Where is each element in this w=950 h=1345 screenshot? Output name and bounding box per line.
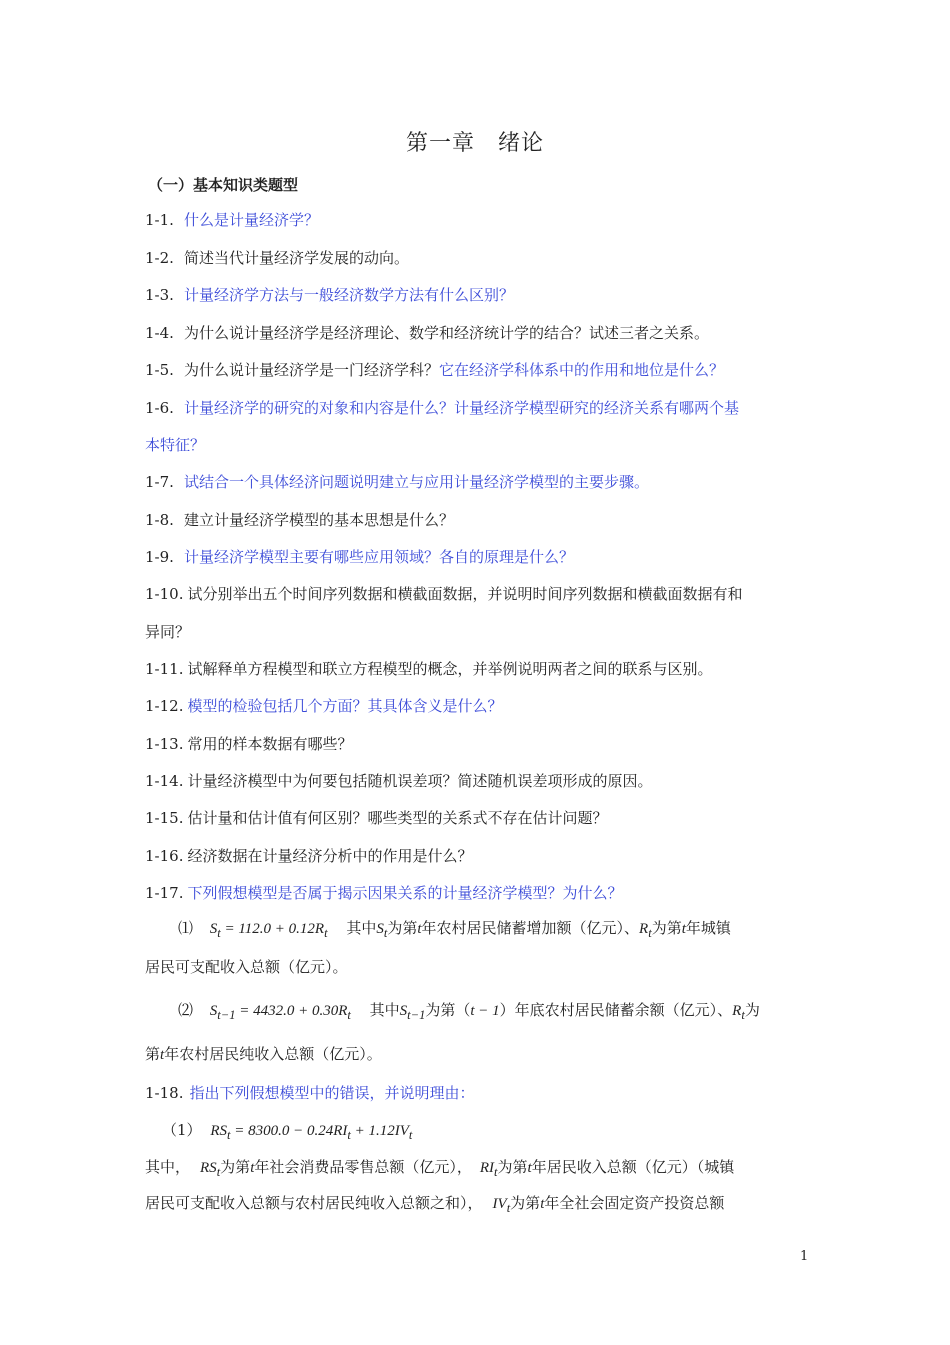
question-text: 异同？: [145, 623, 191, 641]
question-line: [145, 584, 742, 604]
model-eq-2-cont: 第t年农村居民纯收入总额（亿元）。: [145, 1045, 382, 1063]
question-number: 1-17.: [145, 884, 184, 902]
question-number: 1-8.: [145, 511, 174, 529]
question-number: 1-15.: [145, 809, 184, 827]
question-text: 为什么说计量经济学是经济理论、数学和经济统计学的结合？试述三者之关系。: [183, 324, 709, 342]
chapter-title: 第一章 绪论: [405, 131, 544, 156]
question-line: [145, 659, 712, 679]
question-number: 1-6.: [145, 399, 174, 417]
question-text: 建立计量经济学模型的基本思想是什么？: [183, 511, 454, 529]
question-line: [145, 734, 352, 754]
question-text-highlight: 计量经济学方法与一般经济数学方法有什么区别？: [183, 286, 514, 304]
question-text-highlight: 模型的检验包括几个方面？其具体含义是什么？: [187, 697, 503, 715]
question-number: 1-10.: [145, 585, 184, 603]
eq-formula: $S_t = 112.0 + 0.12R_t$: [209, 921, 328, 940]
question-number: 1-12.: [145, 697, 184, 715]
question-line: [145, 323, 709, 343]
question-line: [145, 771, 652, 791]
question-line: [145, 547, 574, 567]
question-number: 1-1.: [145, 211, 174, 229]
question-number: 1-2.: [145, 249, 174, 267]
question-text: 计量经济模型中为何要包括随机误差项？简述随机误差项形成的原因。: [187, 772, 653, 790]
model-eq-3-desc-2: 居民可支配收入总额与农村居民纯收入总额之和）， $IV_t$为第t年全社会固定资产投资总额: [145, 1194, 725, 1215]
question-number: 1-11.: [145, 660, 184, 678]
model-eq-3-desc-1: 其中， $RS_t$为第t年社会消费品零售总额（亿元）， $RI_t$为第t年居民收入总额（亿元）（城镇: [145, 1158, 735, 1179]
question-text-highlight: 下列假想模型是否属于揭示因果关系的计量经济学模型？为什么？: [187, 884, 623, 902]
model-eq-3: （1） $RS_t = 8300.0 - 0.24RI_t + 1.12IV_t$: [162, 1121, 413, 1142]
question-text-highlight: 它在经济学科体系中的作用和地位是什么？: [438, 361, 724, 379]
question-text-highlight: 什么是计量经济学？: [183, 211, 319, 229]
question-1-18: 1-18. 指出下列假想模型中的错误，并说明理由：: [145, 1084, 475, 1102]
eq-label: ⑴: [178, 919, 194, 937]
question-number: 1-13.: [145, 735, 184, 753]
question-text-highlight: 本特征？: [145, 436, 206, 454]
question-line: [145, 248, 409, 268]
question-text: 估计量和估计值有何区别？哪些类型的关系式不存在估计问题？: [187, 809, 608, 827]
question-text-highlight: 计量经济学模型主要有哪些应用领域？各自的原理是什么？: [183, 548, 574, 566]
question-text: 简述当代计量经济学发展的动向。: [183, 249, 409, 267]
question-number: 1-7.: [145, 473, 174, 491]
question-text-highlight: 计量经济学的研究的对象和内容是什么？计量经济学模型研究的经济关系有哪两个基: [183, 399, 739, 417]
question-number: 1-16.: [145, 847, 184, 865]
question-number: 1-4.: [145, 324, 174, 342]
question-line: [145, 883, 622, 903]
question-line: [145, 285, 514, 305]
question-text: 常用的样本数据有哪些？: [187, 735, 353, 753]
model-eq-2: ⑵ $S_{t-1} = 4432.0 + 0.30R_t$ 其中$S_{t-1}$为第（t − 1）年底农村居民储蓄余额（亿元）、$R_t$为: [178, 1001, 760, 1022]
question-line: [145, 846, 472, 866]
question-line: [145, 622, 190, 642]
question-line: [145, 696, 502, 716]
question-line: [145, 472, 649, 492]
question-line: [145, 510, 454, 530]
question-line: [145, 360, 724, 380]
question-text: 为什么说计量经济学是一门经济学科？: [183, 361, 439, 379]
question-line: [145, 808, 607, 828]
model-eq-1: ⑴ $S_t = 112.0 + 0.12R_t$ 其中$S_t$为第t年农村居民储蓄增加额（亿元）、$R_t$为第t年城镇: [178, 919, 731, 940]
question-line: [145, 210, 319, 230]
question-number: 1-9.: [145, 548, 174, 566]
section-heading: （一）基本知识类题型: [148, 176, 299, 194]
question-text-highlight: 试结合一个具体经济问题说明建立与应用计量经济学模型的主要步骤。: [183, 473, 649, 491]
question-text: 经济数据在计量经济分析中的作用是什么？: [187, 847, 473, 865]
question-number: 1-3.: [145, 286, 174, 304]
question-line: [145, 398, 739, 418]
question-text: 试分别举出五个时间序列数据和横截面数据，并说明时间序列数据和横截面数据有和: [187, 585, 743, 603]
question-line: [145, 435, 205, 455]
question-text: 试解释单方程模型和联立方程模型的概念，并举例说明两者之间的联系与区别。: [187, 660, 713, 678]
question-number: 1-5.: [145, 361, 174, 379]
page-number: 1: [800, 1249, 809, 1264]
question-number: 1-14.: [145, 772, 184, 790]
model-eq-1-cont: 居民可支配收入总额（亿元）。: [145, 958, 348, 976]
